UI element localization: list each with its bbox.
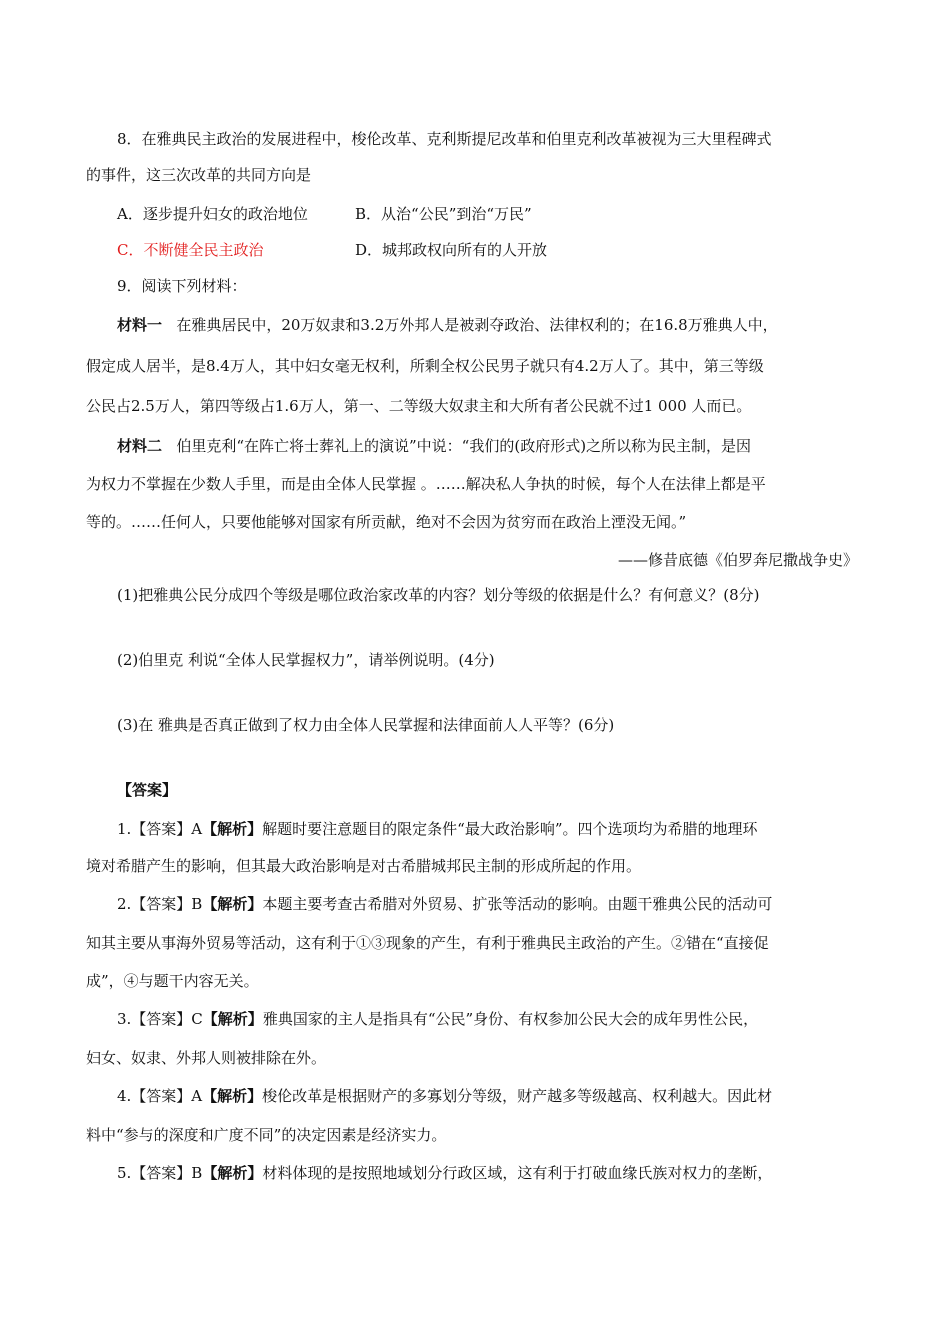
q8-stem-line1: 8．在雅典民主政治的发展进程中，梭伦改革、克利斯提尼改革和伯里克利改革被视为三大里程碑式 <box>117 130 772 148</box>
answer-2-text1: 本题主要考查古希腊对外贸易、扩张等活动的影响。由题干雅典公民的活动可 <box>262 895 773 913</box>
answer-1-prefix: 1.【答案】A <box>117 820 203 838</box>
q9-material1-line2: 假定成人居半，是8.4万人，其中妇女毫无权利，所剩全权公民男子就只有4.2万人了。其中，第三等级 <box>86 357 764 375</box>
q9-material1-label: 材料一 <box>117 316 163 334</box>
answer-3-tag: 【解析】 <box>202 1010 263 1028</box>
q9-subquestion-2: (2)伯里克 利说“全体人民掌握权力”，请举例说明。(4分) <box>117 651 495 669</box>
q8-option-a: A．逐步提升妇女的政治地位 <box>117 205 308 223</box>
answer-2-line3: 成”，④与题干内容无关。 <box>86 972 259 990</box>
q9-material2-source: ——修昔底德《伯罗奔尼撒战争史》 <box>617 551 858 569</box>
answer-1-tag: 【解析】 <box>202 820 263 838</box>
answer-4-text1: 梭伦改革是根据财产的多寡划分等级，财产越多等级越高、权利越大。因此材 <box>262 1087 773 1105</box>
answer-5-text1: 材料体现的是按照地域划分行政区域，这有利于打破血缘氏族对权力的垄断， <box>262 1164 773 1182</box>
answer-3-line2: 妇女、奴隶、外邦人则被排除在外。 <box>86 1049 327 1067</box>
q9-material2-text1: 伯里克利“在阵亡将士葬礼上的演说”中说：“我们的(政府形式)之所以称为民主制，是因 <box>176 437 752 455</box>
q9-material2-line1 <box>117 436 751 456</box>
q9-subquestion-1: (1)把雅典公民分成四个等级是哪位政治家改革的内容？划分等级的依据是什么？有何意义？(8分) <box>117 586 760 604</box>
answer-2-tag: 【解析】 <box>202 895 263 913</box>
answer-4-prefix: 4.【答案】A <box>117 1087 203 1105</box>
answer-5-tag: 【解析】 <box>202 1164 263 1182</box>
q9-material2-line3: 等的。……任何人，只要他能够对国家有所贡献，绝对不会因为贫穷而在政治上湮没无闻。” <box>86 513 687 531</box>
answer-5-line1 <box>117 1163 772 1183</box>
q9-stem: 9．阅读下列材料： <box>117 277 247 295</box>
q9-material1-line3: 公民占2.5万人，第四等级占1.6万人，第一、二等级大奴隶主和大所有者公民就不过1 000 人而已。 <box>86 397 752 415</box>
q9-material1-line1 <box>117 315 778 335</box>
answer-2-line2: 知其主要从事海外贸易等活动，这有利于①③现象的产生，有利于雅典民主政治的产生。②错在“直接促 <box>86 934 769 952</box>
answer-1-text1: 解题时要注意题目的限定条件“最大政治影响”。四个选项均为希腊的地理环 <box>262 820 758 838</box>
answer-4-line2: 料中“参与的深度和广度不同”的决定因素是经济实力。 <box>86 1126 447 1144</box>
answer-3-text1: 雅典国家的主人是指具有“公民”身份、有权参加公民大会的成年男性公民， <box>262 1010 759 1028</box>
answer-1-line2: 境对希腊产生的影响，但其最大政治影响是对古希腊城邦民主制的形成所起的作用。 <box>86 857 642 875</box>
q8-option-d: D．城邦政权向所有的人开放 <box>355 241 548 259</box>
q9-material1-text1: 在雅典居民中，20万奴隶和3.2万外邦人是被剥夺政治、法律权利的；在16.8万雅典人中， <box>176 316 778 334</box>
q9-subquestion-3: (3)在 雅典是否真正做到了权力由全体人民掌握和法律面前人人平等？(6分) <box>117 716 615 734</box>
answer-4-tag: 【解析】 <box>202 1087 263 1105</box>
answer-4-line1 <box>117 1086 772 1106</box>
answer-3-prefix: 3.【答案】C <box>117 1010 203 1028</box>
answer-3-line1 <box>117 1009 758 1029</box>
q8-stem-line2: 的事件，这三次改革的共同方向是 <box>86 166 312 184</box>
q8-option-c: C．不断健全民主政治 <box>117 241 264 259</box>
answer-1-line1 <box>117 819 758 839</box>
q8-option-b: B．从治“公民”到治“万民” <box>355 205 532 223</box>
answer-2-prefix: 2.【答案】B <box>117 895 203 913</box>
answer-2-line1 <box>117 894 772 914</box>
q9-material2-label: 材料二 <box>117 437 163 455</box>
answer-5-prefix: 5.【答案】B <box>117 1164 203 1182</box>
answers-heading: 【答案】 <box>117 781 178 799</box>
q9-material2-line2: 为权力不掌握在少数人手里，而是由全体人民掌握 。……解决私人争执的时候，每个人在法律上都是平 <box>86 475 766 493</box>
